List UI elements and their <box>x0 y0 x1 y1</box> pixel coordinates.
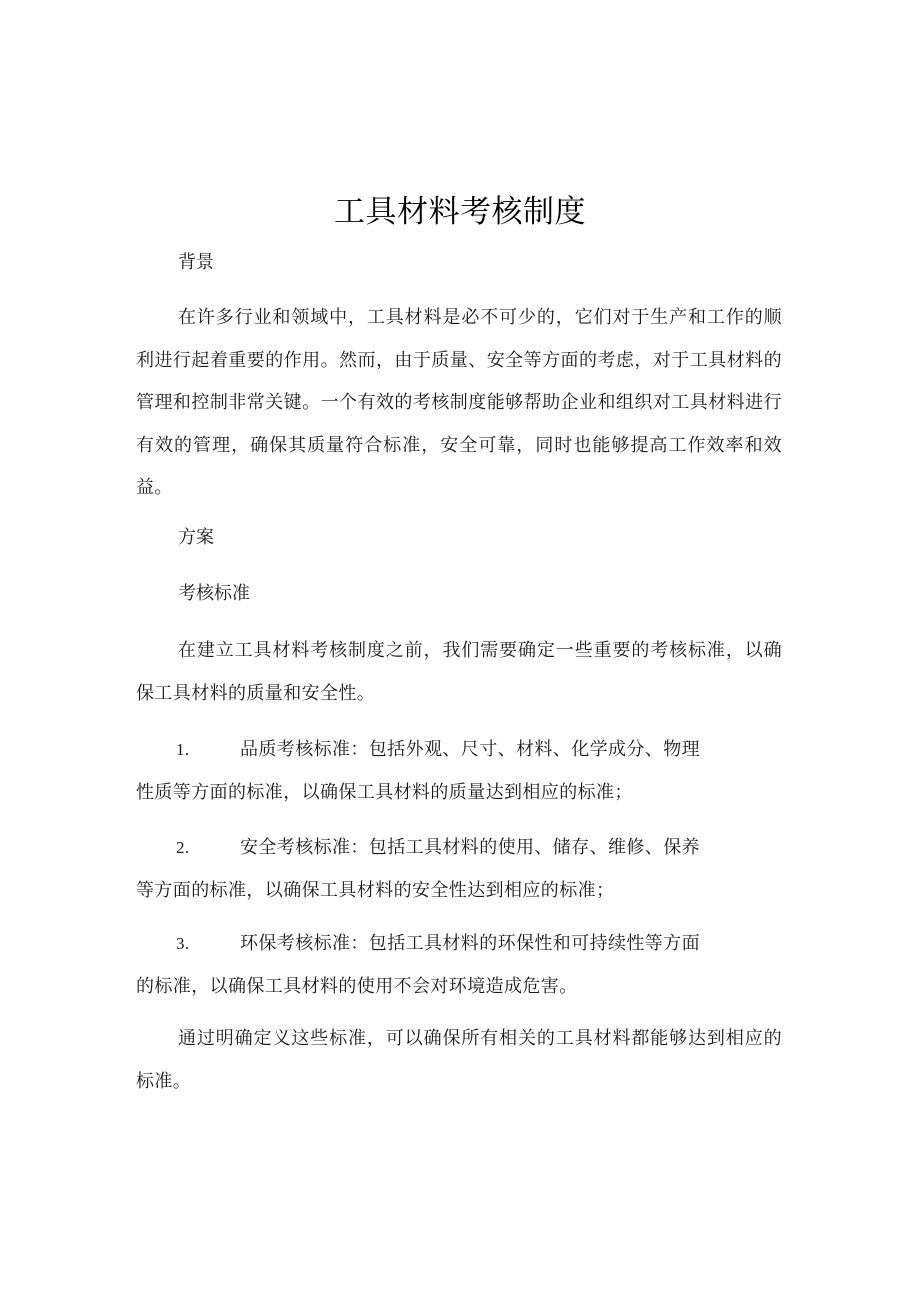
list-item-first-line <box>136 922 782 965</box>
list-item-text: 环保考核标准：包括工具材料的环保性和可持续性等方面 <box>240 933 700 954</box>
document-title: 工具材料考核制度 <box>334 194 586 230</box>
list-item-first-line <box>136 826 782 869</box>
background-paragraph: 在许多行业和领域中，工具材料是必不可少的，它们对于生产和工作的顺利进行起着重要的作用。然而，由于质量、安全等方面的考虑，对于工具材料的管理和控制非常关键。一个有效的考核制度能够帮助企业和组织对工具材料进行有效的管理，确保其质量符合标准，安全可靠，同时也能够提高工作效率和效益。 <box>136 307 782 498</box>
section-heading-background: 背景 <box>178 252 214 273</box>
list-item-continuation: 性质等方面的标准，以确保工具材料的质量达到相应的标准； <box>136 782 633 803</box>
list-item-number: 3. <box>176 934 190 953</box>
criteria-list-item <box>136 728 782 814</box>
section-heading-plan: 方案 <box>178 527 214 548</box>
list-item-number: 1. <box>176 740 190 759</box>
list-item-first-line <box>136 728 782 771</box>
list-item-continuation: 等方面的标准，以确保工具材料的安全性达到相应的标准； <box>136 880 615 901</box>
criteria-list-item <box>136 922 782 1008</box>
criteria-list-item <box>136 826 782 912</box>
criteria-intro-paragraph: 在建立工具材料考核制度之前，我们需要确定一些重要的考核标准，以确保工具材料的质量和安全性。 <box>136 640 782 704</box>
list-item-continuation: 的标准，以确保工具材料的使用不会对环境造成危害。 <box>136 976 578 997</box>
list-item-text: 安全考核标准：包括工具材料的使用、储存、维修、保养 <box>240 837 700 858</box>
list-item-number: 2. <box>176 838 190 857</box>
subsection-heading-criteria: 考核标准 <box>178 583 250 604</box>
list-item-text: 品质考核标准：包括外观、尺寸、材料、化学成分、物理 <box>240 739 700 760</box>
conclusion-paragraph: 通过明确定义这些标准，可以确保所有相关的工具材料都能够达到相应的标准。 <box>136 1028 782 1092</box>
